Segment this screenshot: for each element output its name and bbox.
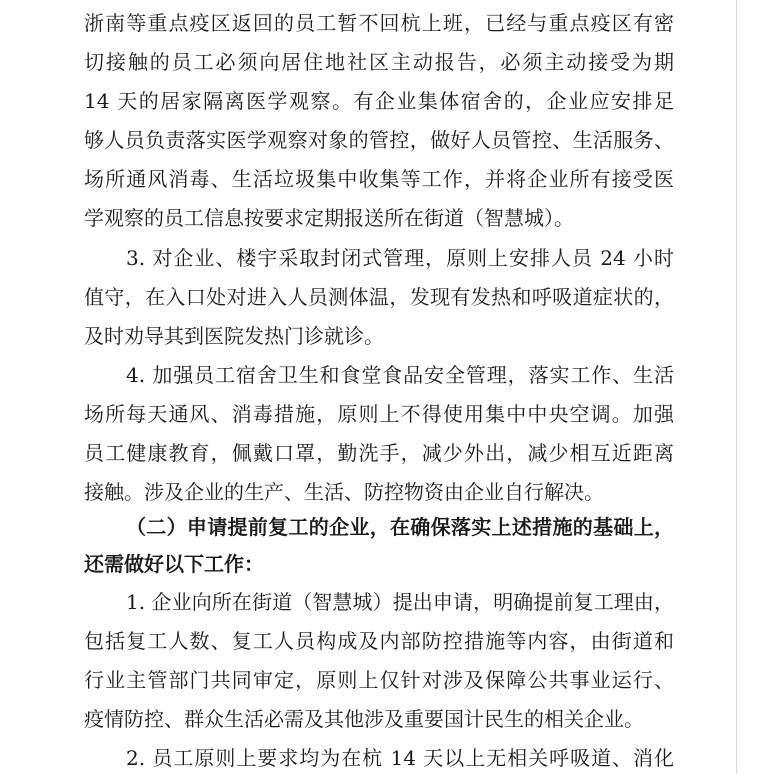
paragraph-line: 接触。涉及企业的生产、生活、防控物资由企业自行解决。 <box>84 480 604 504</box>
list-item-4-line: 4. 加强员工宿舍卫生和食堂食品安全管理，落实工作、生活 <box>126 363 674 387</box>
section-heading-line: 还需做好以下工作： <box>84 552 264 576</box>
paragraph-line: 切接触的员工必须向居住地社区主动报告，必须主动接受为期 <box>84 50 674 74</box>
paragraph-line: 值守，在入口处对进入人员测体温，发现有发热和呼吸道症状的， <box>84 285 674 309</box>
paragraph-line: 包括复工人数、复工人员构成及内部防控措施等内容，由街道和 <box>84 629 674 653</box>
paragraph-line: 够人员负责落实医学观察对象的管控，做好人员管控、生活服务、 <box>84 128 674 152</box>
paragraph-line: 员工健康教育，佩戴口罩，勤洗手，减少外出，减少相互近距离 <box>84 441 674 465</box>
paragraph-line: 14 天的居家隔离医学观察。有企业集体宿舍的，企业应安排足 <box>84 89 674 113</box>
list-item-1-line: 1. 企业向所在街道（智慧城）提出申请，明确提前复工理由， <box>126 590 674 614</box>
paragraph-line: 场所通风消毒、生活垃圾集中收集等工作，并将企业所有接受医 <box>84 167 674 191</box>
paragraph-line: 浙南等重点疫区返回的员工暂不回杭上班，已经与重点疫区有密 <box>84 11 674 35</box>
paragraph-line: 行业主管部门共同审定，原则上仅针对涉及保障公共事业运行、 <box>84 668 674 692</box>
paragraph-line: 场所每天通风、消毒措施，原则上不得使用集中中央空调。加强 <box>84 402 674 426</box>
paragraph-line: 及时劝导其到医院发热门诊就诊。 <box>84 324 384 348</box>
list-item-3-line: 3. 对企业、楼宇采取封闭式管理，原则上安排人员 24 小时 <box>126 246 674 270</box>
page-margin <box>737 0 778 774</box>
paragraph-line: 学观察的员工信息按要求定期报送所在街道（智慧城）。 <box>84 206 574 230</box>
list-item-2-line: 2. 员工原则上要求均为在杭 14 天以上无相关呼吸道、消化 <box>126 746 674 770</box>
paragraph-line: 疫情防控、群众生活必需及其他涉及重要国计民生的相关企业。 <box>84 707 644 731</box>
section-heading-line: （二）申请提前复工的企业，在确保落实上述措施的基础上， <box>126 515 674 539</box>
